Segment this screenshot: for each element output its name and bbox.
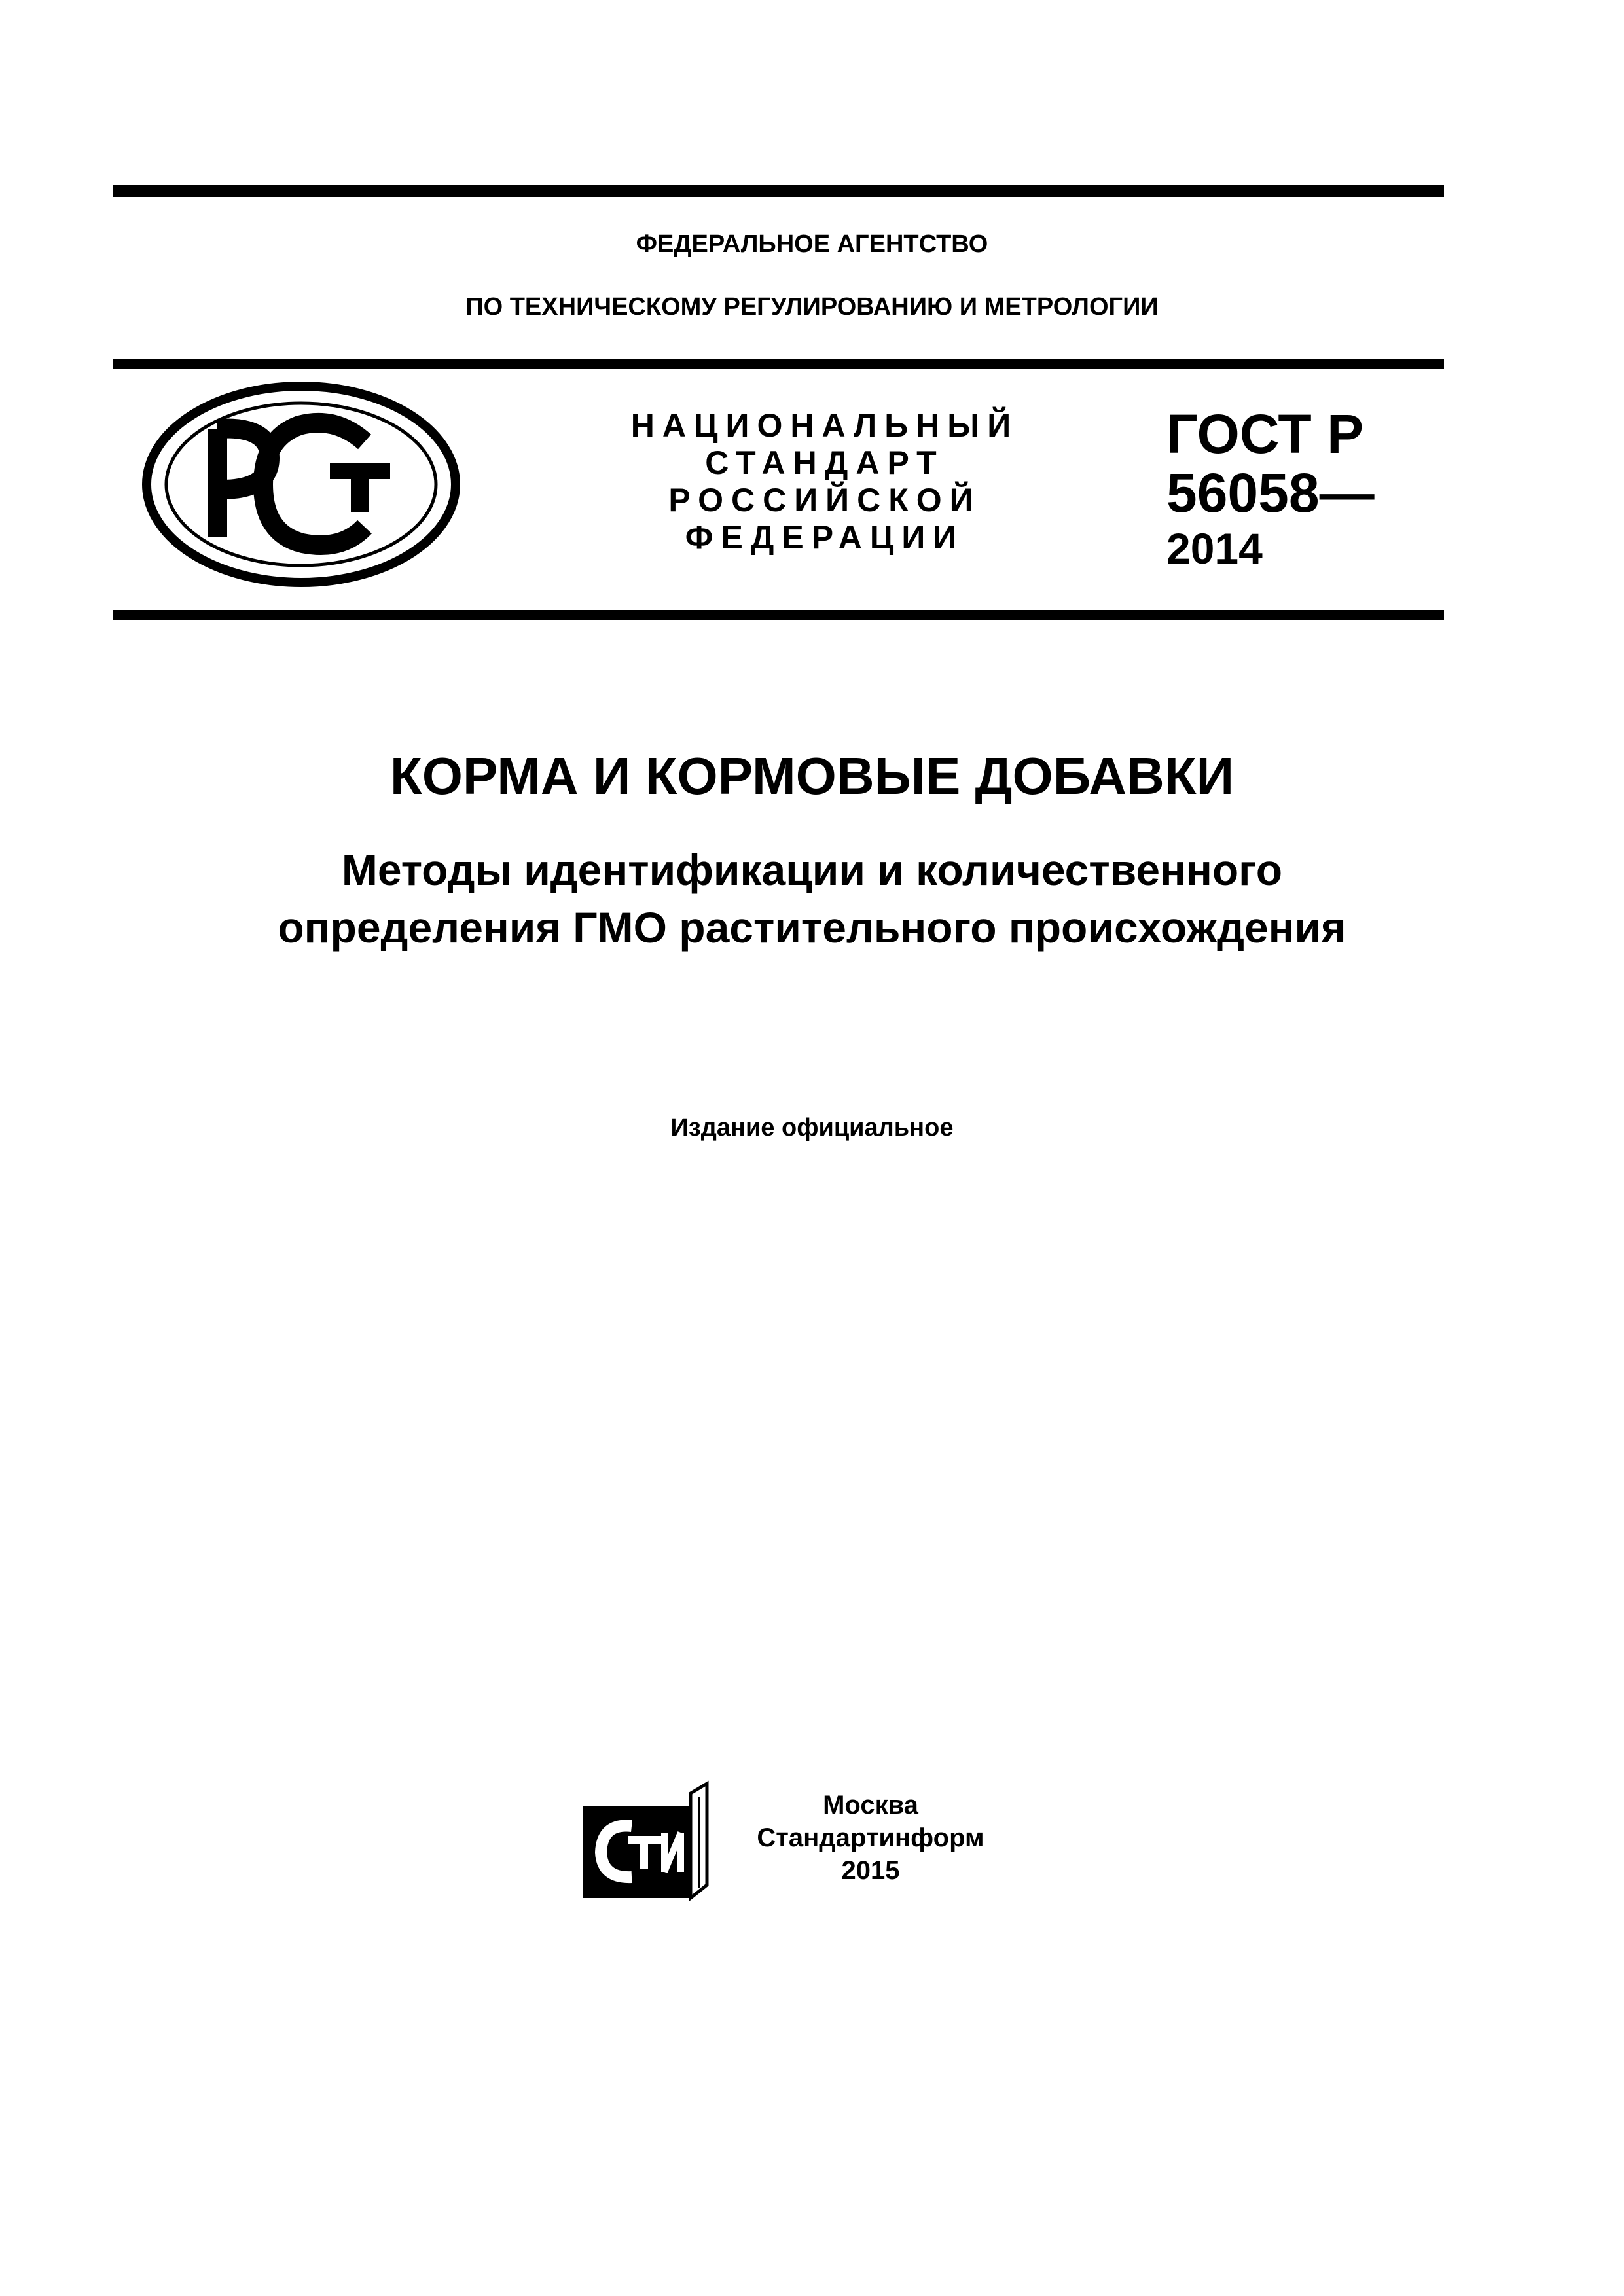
- document-subtitle-line-1: Методы идентификации и количественного: [341, 846, 1283, 894]
- gost-year: 2014: [1166, 524, 1263, 573]
- document-title: КОРМА И КОРМОВЫЕ ДОБАВКИ: [389, 747, 1235, 805]
- gost-number: 56058—: [1166, 462, 1375, 524]
- lower-rule: [113, 610, 1444, 620]
- national-standard-line-3: РОССИЙСКОЙ: [668, 482, 981, 518]
- agency-line-1: ФЕДЕРАЛЬНОЕ АГЕНТСТВО: [636, 230, 988, 258]
- publisher-info: [733, 1789, 1008, 1887]
- rst-emblem-icon: [139, 380, 463, 589]
- publisher-city: Москва: [823, 1791, 918, 1820]
- publisher-logo: [576, 1780, 713, 1905]
- gost-logo: [139, 380, 463, 589]
- agency-line-2: ПО ТЕХНИЧЕСКОМУ РЕГУЛИРОВАНИЮ И МЕТРОЛОГИИ: [465, 293, 1159, 321]
- gost-designation: [1166, 404, 1375, 575]
- edition-label: Издание официальное: [670, 1114, 954, 1141]
- national-standard-line-2: СТАНДАРТ: [705, 444, 945, 481]
- publisher-year: 2015: [841, 1856, 900, 1885]
- national-standard-line-1: НАЦИОНАЛЬНЫЙ: [630, 407, 1019, 444]
- national-standard-label: [628, 407, 1021, 556]
- gost-label: ГОСТ Р: [1166, 403, 1364, 465]
- middle-rule: [113, 359, 1444, 369]
- publisher-name: Стандартинформ: [757, 1823, 984, 1852]
- national-standard-line-4: ФЕДЕРАЦИИ: [685, 519, 965, 556]
- sti-emblem-icon: [576, 1780, 713, 1905]
- document-subtitle-line-2: определения ГМО растительного происхождения: [278, 903, 1346, 952]
- top-rule: [113, 185, 1444, 197]
